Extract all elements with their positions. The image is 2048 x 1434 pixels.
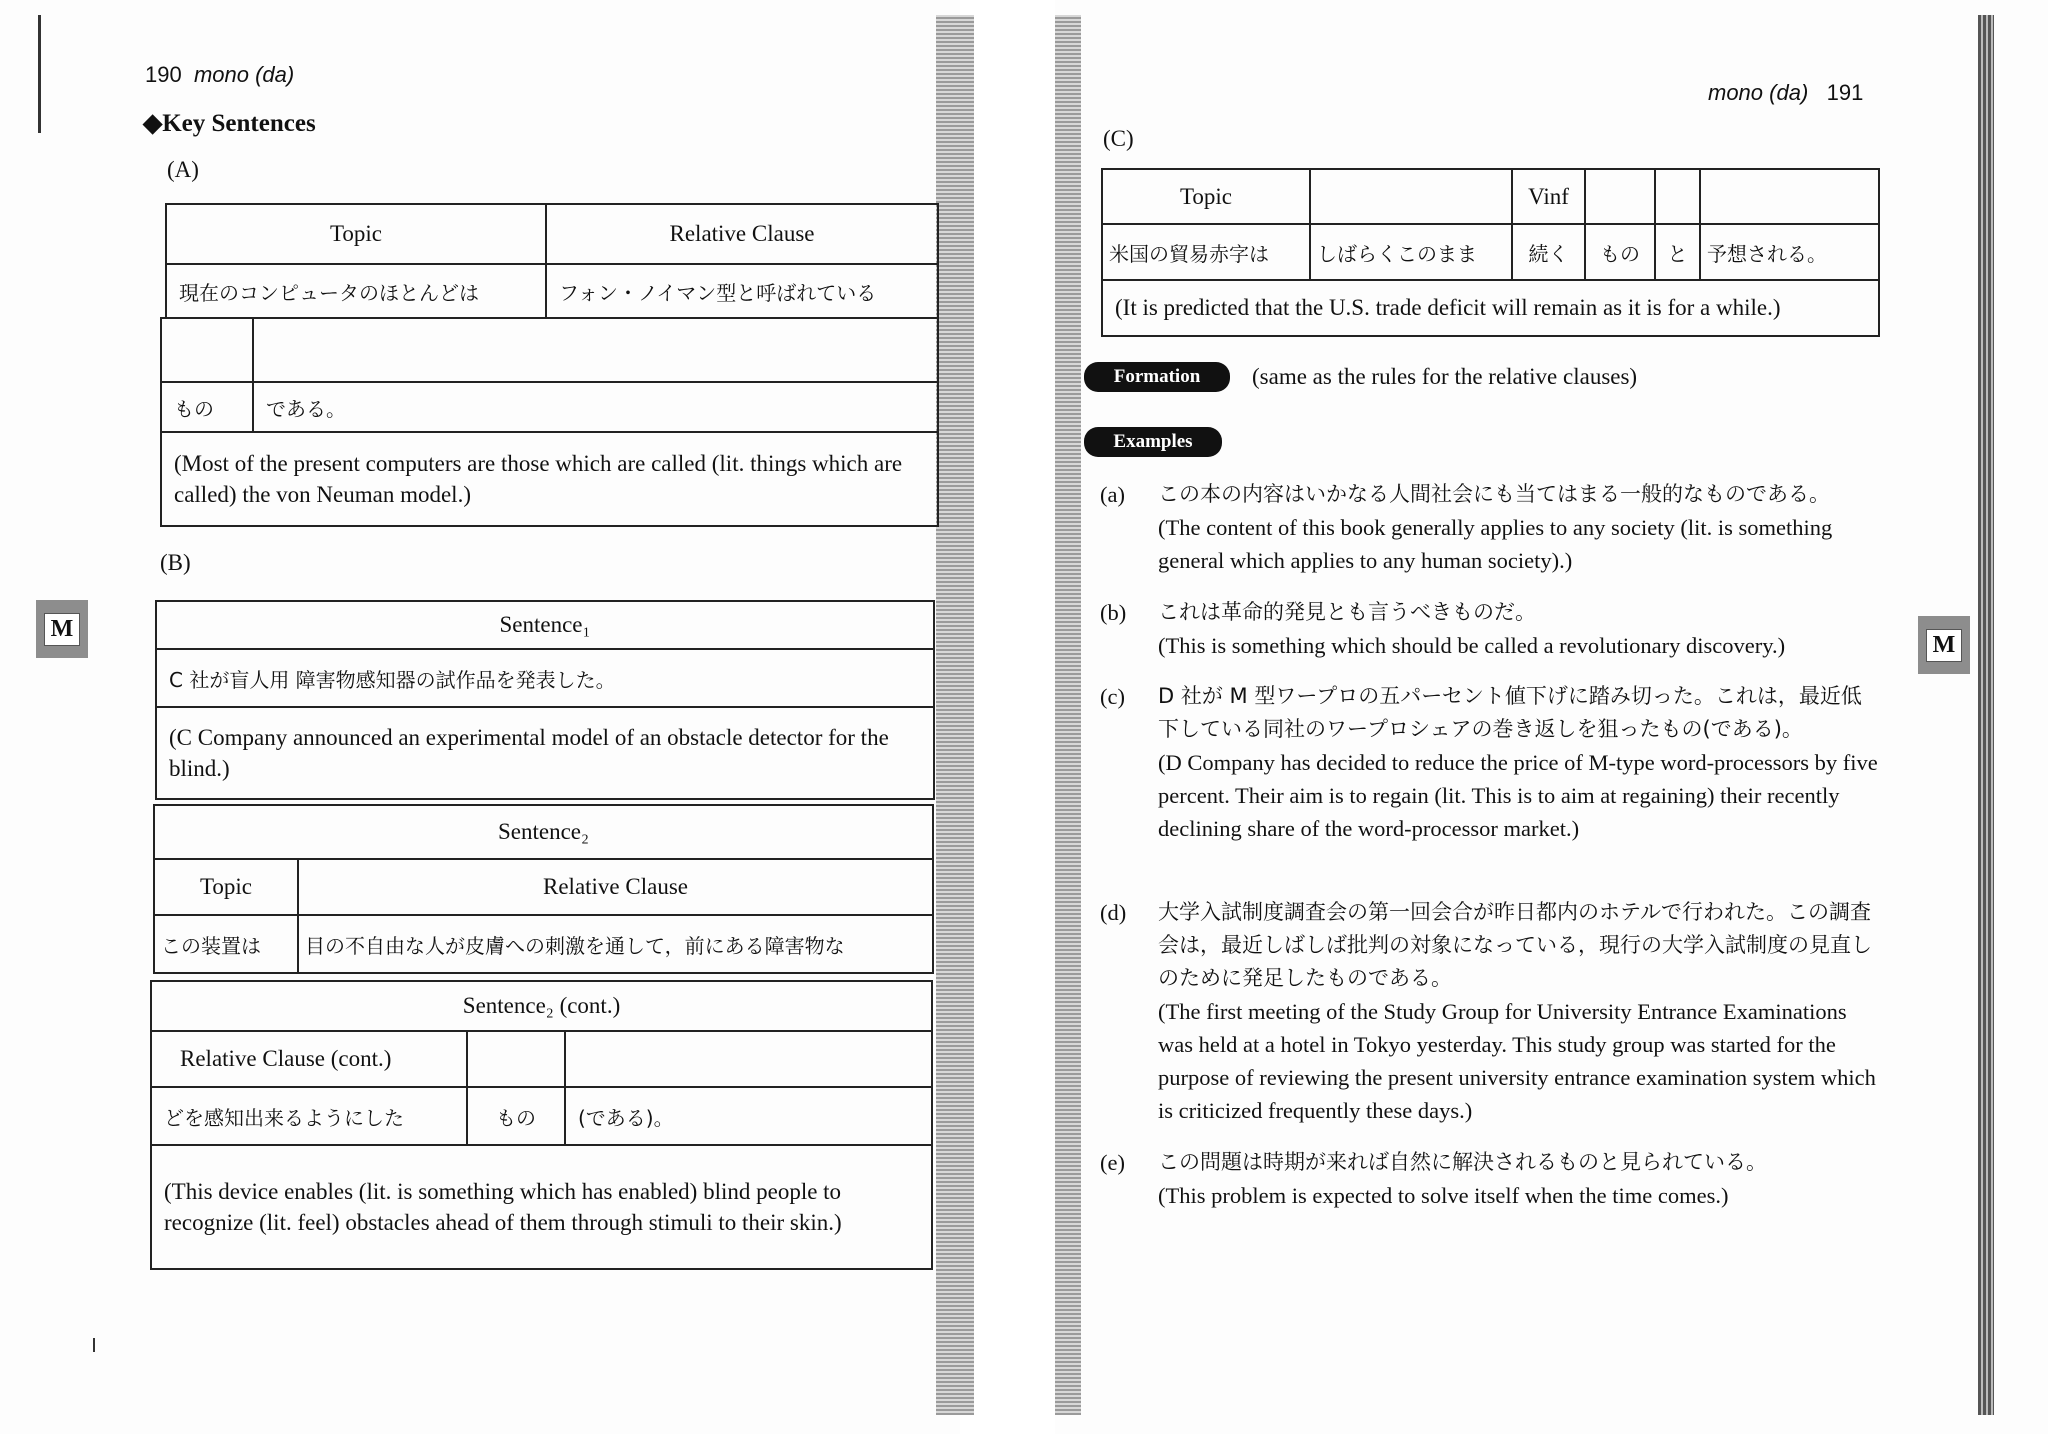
c-topic-header: Topic (1102, 169, 1310, 224)
b-relclause-cont-jp: どを感知出来るようにした (151, 1087, 467, 1145)
b-translation: (This device enables (lit. is something which has enabled) blind people to recognize (lit. feel) obstacles ahead of them through stimuli to their skin.) (151, 1145, 932, 1269)
c-phrase-jp: しばらくこのまま (1310, 224, 1512, 280)
book-right-edge (1978, 15, 1994, 1415)
key-sentence-b1-table (155, 600, 935, 800)
left-page-number: 190 (145, 62, 182, 87)
example-d-jp: 大学入試制度調査会の第一回会合が昨日都内のホテルで行われた。この調査会は，最近しばしば批判の対象になっている，現行の大学入試制度の見直しのために発足したものである。 (1158, 900, 1872, 990)
left-header-title: mono (da) (193, 62, 295, 87)
section-c-label: (C) (1103, 126, 1134, 151)
b-empty-cell-1 (467, 1031, 565, 1087)
example-d (1100, 896, 1878, 1127)
a-topic-header: Topic (166, 204, 546, 264)
b-mono-cell: もの (467, 1087, 565, 1145)
a-empty-cell-2 (253, 318, 938, 382)
c-topic-jp: 米国の貿易赤字は (1102, 224, 1310, 280)
c-vinf-jp: 続く (1512, 224, 1585, 280)
c-empty-header (1310, 169, 1512, 224)
example-b-mark: (b) (1100, 600, 1127, 625)
example-c-mark: (c) (1100, 684, 1125, 709)
c-empty-header-2 (1585, 169, 1655, 224)
examples-label: Examples (1084, 427, 1222, 457)
example-c-jp: D 社が M 型ワープロの五パーセント値下げに踏み切った。これは，最近低下している同社のワープロシェアの巻き返しを狙ったもの(である)。 (1158, 684, 1862, 741)
side-tab-right-letter: M (1926, 629, 1963, 662)
left-page-header (145, 62, 294, 88)
b-empty-cell-2 (565, 1031, 932, 1087)
side-tab-left-letter: M (44, 613, 81, 646)
b-relclause-header: Relative Clause (298, 859, 933, 915)
c-empty-header-4 (1700, 169, 1879, 224)
right-header-title: mono (da) (1708, 80, 1809, 105)
formation-label: Formation (1084, 362, 1230, 392)
right-page-header (1708, 80, 1863, 106)
key-sentence-b2-table (153, 804, 934, 974)
example-a-en: (The content of this book generally applies to any society (lit. is something general which applies to any human society).) (1158, 515, 1833, 573)
a-empty-cell-1 (161, 318, 253, 382)
example-e-en: (This problem is expected to solve itself when the time comes.) (1158, 1183, 1729, 1208)
b-sentence2-cont-header: Sentence₂ (cont.) (151, 981, 932, 1031)
example-b-en: (This is something which should be called a revolutionary discovery.) (1158, 633, 1786, 658)
example-d-en: (The first meeting of the Study Group for University Entrance Examinations was held at a hotel in Tokyo yesterday. This study group was started for the purpose of reviewing the present university entrance examination system which is criticized frequently these days.) (1158, 999, 1876, 1123)
c-vinf-header: Vinf (1512, 169, 1585, 224)
a-topic-jp: 現在のコンピュータのほとんどは (166, 264, 546, 318)
a-mono-cell: もの (161, 382, 253, 432)
section-a-label: (A) (167, 157, 199, 182)
b-sentence1-header: Sentence₁ (156, 601, 934, 649)
b-topic-jp: この装置は (154, 915, 298, 973)
a-translation: (Most of the present computers are those which are called (lit. things which are called) the von Neuman model.) (161, 432, 938, 526)
c-empty-header-3 (1655, 169, 1700, 224)
side-tab-left (36, 600, 88, 658)
key-sentence-b2-cont-table (150, 980, 933, 1270)
page-edge-mark-bottom (93, 1338, 95, 1352)
key-sentences-heading: ◆Key Sentences (143, 110, 316, 137)
b-dearu-cell: (である)。 (565, 1087, 932, 1145)
b-sentence2-header: Sentence₂ (154, 805, 933, 859)
example-c (1100, 680, 1878, 845)
c-translation: (It is predicted that the U.S. trade deficit will remain as it is for a while.) (1102, 280, 1879, 336)
example-d-mark: (d) (1100, 900, 1127, 925)
c-end-jp: 予想される。 (1700, 224, 1879, 280)
example-b (1100, 596, 1878, 662)
a-relclause-header: Relative Clause (546, 204, 938, 264)
right-page-number: 191 (1826, 80, 1864, 105)
example-c-en: (D Company has decided to reduce the price of M-type word-processors by five percent. Their aim is to regain (lit. This is to aim at regaining) their recently declining share of the word-processor market.) (1158, 750, 1878, 841)
a-relclause-jp: フォン・ノイマン型と呼ばれている (546, 264, 938, 318)
book-gutter-right (1055, 15, 1081, 1415)
book-gutter-left (936, 15, 974, 1415)
b-relclause-jp: 目の不自由な人が皮膚への刺激を通して，前にある障害物な (298, 915, 933, 973)
key-sentence-a-table (165, 203, 939, 319)
key-sentence-a-table-2 (160, 317, 939, 527)
c-to-cell: と (1655, 224, 1700, 280)
example-a-jp: この本の内容はいかなる人間社会にも当てはまる一般的なものである。 (1158, 482, 1830, 506)
example-a-mark: (a) (1100, 482, 1125, 507)
section-b-label: (B) (160, 550, 191, 575)
b-sentence1-jp: C 社が盲人用 障害物感知器の試作品を発表した。 (156, 649, 934, 707)
b-topic-header: Topic (154, 859, 298, 915)
formation-note: (same as the rules for the relative clauses) (1252, 364, 1638, 389)
example-e (1100, 1146, 1878, 1212)
a-dearu-cell: である。 (253, 382, 938, 432)
page-edge-mark (38, 15, 41, 133)
side-tab-right (1918, 616, 1970, 674)
example-e-jp: この問題は時期が来れば自然に解決されるものと見られている。 (1158, 1150, 1767, 1174)
b-sentence1-translation: (C Company announced an experimental model of an obstacle detector for the blind.) (156, 707, 934, 799)
example-b-jp: これは革命的発見とも言うべきものだ。 (1158, 600, 1536, 624)
key-sentence-c-table (1101, 168, 1880, 337)
example-a (1100, 478, 1878, 577)
c-mono-cell: もの (1585, 224, 1655, 280)
b-relclause-cont-header: Relative Clause (cont.) (151, 1031, 467, 1087)
example-e-mark: (e) (1100, 1150, 1125, 1175)
